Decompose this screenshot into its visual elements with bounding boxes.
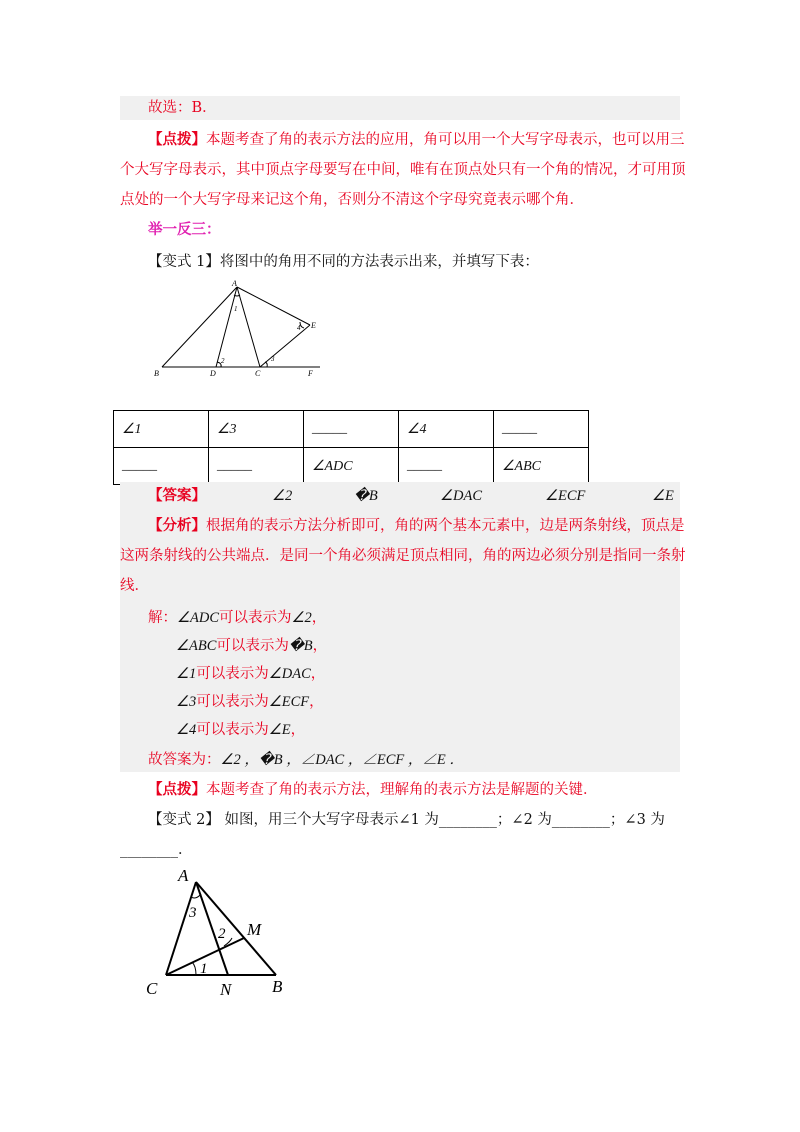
solution-line-3 (176, 664, 325, 684)
table-cell: _____ (304, 411, 399, 448)
answer-1: ∠2 (272, 488, 293, 504)
answer-3: ∠DAC (440, 488, 482, 504)
variant-2-prompt-cont: ________． (120, 842, 193, 858)
variant-2-text: 如图，用三个大写字母表示∠1 为________；∠2 为________；∠3 为 (219, 812, 665, 828)
table-cell: ∠ABC (494, 448, 589, 485)
tip-1-line-2: 个大写字母表示，其中顶点字母要写在中间，唯有在顶点处只有一个角的情况，才可用顶 (120, 162, 686, 178)
solution-result: ∠E (268, 722, 291, 738)
table-cell: _____ (114, 448, 209, 485)
label-m: M (247, 920, 262, 939)
solution-result: ∠DAC (268, 666, 311, 682)
table-row (114, 411, 589, 448)
final-answer (148, 750, 464, 770)
table-cell: _____ (209, 448, 304, 485)
side-ab (196, 882, 276, 975)
angle-1-arc (234, 295, 240, 296)
table-cell: ∠4 (399, 411, 494, 448)
variant-1-prompt: 【变式 1】将图中的角用不同的方法表示出来，并填写下表： (148, 254, 539, 270)
solution-end: ， (311, 610, 327, 626)
answer-2: �B (354, 488, 378, 504)
label-angle-4: 4 (297, 324, 301, 332)
label-e: E (311, 321, 316, 330)
solution-line-1 (148, 608, 326, 628)
answer-select: 故选：B． (148, 100, 217, 116)
solution-text: 可以表示为 (196, 722, 269, 738)
tip-1-line-1 (148, 130, 685, 150)
side-ad (216, 287, 237, 367)
label-angle-1: 1 (200, 961, 208, 977)
table-cell: ∠ADC (304, 448, 399, 485)
analysis-label: 【分析】 (148, 517, 206, 534)
label-angle-3: 3 (271, 355, 275, 363)
label-angle-3: 3 (189, 905, 197, 921)
solution-result: ∠ECF (268, 694, 310, 710)
label-f: F (308, 369, 313, 378)
tip-label: 【点拨】 (148, 781, 206, 798)
solution-result: ∠2 (291, 610, 312, 626)
answer-label: 【答案】 (148, 487, 206, 504)
analysis-line-2: 这两条射线的公共端点．是同一个角必须满足顶点相同，角的两边必须分别是指同一条射 (120, 548, 686, 564)
variant-2-figure (140, 862, 300, 1000)
solution-result: �B (288, 638, 313, 654)
angle-1-arc (192, 962, 196, 975)
label-angle-2: 2 (218, 926, 226, 942)
table-row (114, 448, 589, 485)
solution-angle: ∠1 (176, 666, 197, 682)
solution-end: ， (309, 694, 324, 710)
tip-text: 本题考查了角的表示方法，理解角的表示方法是解题的关键． (206, 782, 598, 798)
side-ab (162, 287, 237, 367)
solution-line-4 (176, 692, 324, 712)
solution-text: 可以表示为 (196, 666, 269, 682)
label-angle-1: 1 (234, 305, 238, 313)
solution-end: ， (290, 722, 306, 738)
label-c: C (255, 369, 261, 378)
table-cell: _____ (494, 411, 589, 448)
variant-2-label: 【变式 2】 (148, 812, 220, 828)
variant-2-prompt (148, 810, 665, 830)
label-a: A (178, 866, 189, 885)
analysis-line-3: 线． (120, 578, 149, 594)
answer-5: ∠E (652, 488, 674, 504)
final-prefix: 故答案为： (148, 752, 221, 768)
solution-end: ， (310, 666, 326, 682)
solution-text: 可以表示为 (219, 610, 292, 626)
solution-text: 可以表示为 (216, 638, 289, 654)
tip-text: 本题考查了角的表示方法的应用，角可以用一个大写字母表示，也可以用三 (206, 132, 685, 148)
label-a: A (232, 279, 237, 288)
solution-line-5 (176, 720, 305, 740)
final-answers: ∠2 ，�B ，∠DAC ，∠ECF ，∠E ． (220, 752, 464, 768)
side-ae (237, 287, 310, 325)
solution-prefix: 解： (148, 610, 177, 626)
fill-in-table (113, 410, 589, 485)
tip-1-line-3: 点处的一个大写字母来记这个角，否则分不清这个字母究竟表示哪个角． (120, 192, 584, 208)
label-n: N (220, 980, 232, 999)
label-b: B (272, 977, 283, 996)
variant-1-figure (150, 275, 340, 380)
solution-line-2 (176, 636, 327, 656)
answer-4: ∠ECF (545, 488, 586, 504)
solution-angle: ∠ABC (176, 638, 217, 654)
solution-angle: ∠ADC (177, 610, 219, 626)
solution-angle: ∠3 (176, 694, 197, 710)
side-ce (260, 325, 310, 367)
analysis-line-1 (148, 516, 685, 536)
tip-label: 【点拨】 (148, 131, 206, 148)
label-d: D (210, 369, 216, 378)
table-cell: _____ (399, 448, 494, 485)
analysis-text: 根据角的表示方法分析即可，角的两个基本元素中，边是两条射线，顶点是 (206, 518, 685, 534)
table-cell: ∠3 (209, 411, 304, 448)
tip-2 (148, 780, 598, 800)
solution-angle: ∠4 (176, 722, 197, 738)
angle-4-arc (300, 322, 304, 328)
label-c: C (146, 979, 158, 998)
solution-text: 可以表示为 (196, 694, 269, 710)
solution-end: ， (312, 638, 328, 654)
section-title: 举一反三： (148, 221, 221, 238)
table-cell: ∠1 (114, 411, 209, 448)
label-b: B (154, 369, 159, 378)
label-angle-2: 2 (221, 357, 225, 365)
side-ac (166, 882, 196, 975)
side-ac (237, 287, 260, 367)
